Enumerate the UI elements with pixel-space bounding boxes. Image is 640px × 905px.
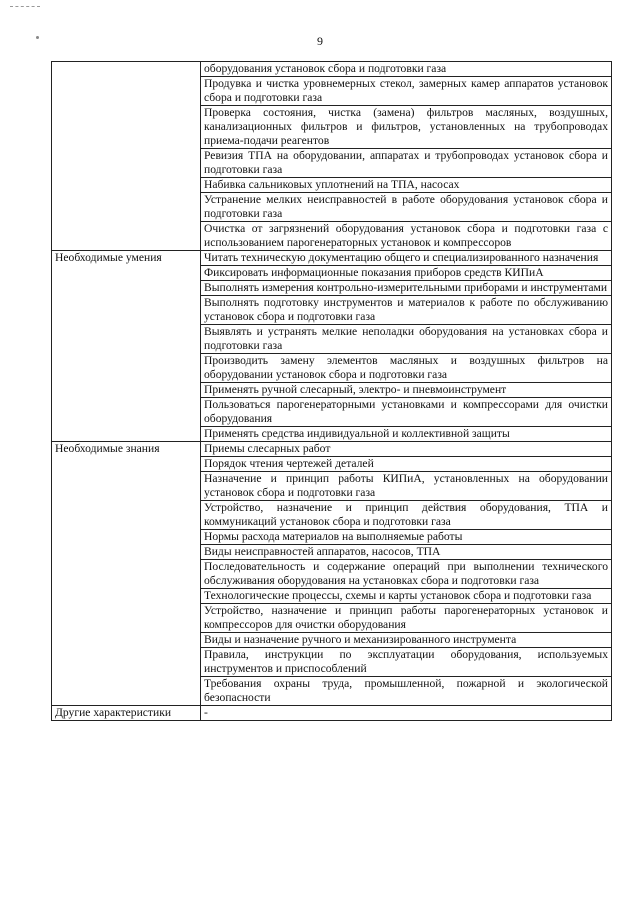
item-cell bbox=[201, 633, 612, 648]
table-row bbox=[52, 251, 612, 266]
item-cell bbox=[201, 648, 612, 677]
item-text: Применять средства индивидуальной и коллективной защиты bbox=[204, 427, 510, 440]
item-cell bbox=[201, 706, 612, 721]
item-cell bbox=[201, 677, 612, 706]
item-text: Правила, инструкции по эксплуатации оборудования, используемых инструментов и приспособлений bbox=[204, 648, 608, 675]
item-text: Последовательность и содержание операций при выполнении технического обслуживания оборудования на установках сбора и подготовки газа bbox=[204, 560, 608, 587]
item-cell bbox=[201, 383, 612, 398]
item-text: Пользоваться парогенераторными установками и компрессорами для очистки оборудования bbox=[204, 398, 608, 425]
page-number: 9 bbox=[317, 34, 323, 48]
item-text: Устранение мелких неисправностей в работе оборудования установок сбора и подготовки газа bbox=[204, 193, 608, 220]
category-cell: Необходимые умения bbox=[52, 251, 201, 442]
item-cell bbox=[201, 501, 612, 530]
item-text: Выявлять и устранять мелкие неполадки оборудования на установках сбора и подготовки газа bbox=[204, 325, 608, 352]
item-text: Применять ручной слесарный, электро- и пневмоинструмент bbox=[204, 383, 507, 396]
item-cell bbox=[201, 442, 612, 457]
category-cell: Необходимые знания bbox=[52, 442, 201, 706]
item-cell bbox=[201, 472, 612, 501]
item-text: Выполнять измерения контрольно-измерительными приборами и инструментами bbox=[204, 281, 608, 294]
item-text: Ревизия ТПА на оборудовании, аппаратах и трубопроводах установок сбора и подготовки газа bbox=[204, 149, 608, 176]
item-text: Фиксировать информационные показания приборов средств КИПиА bbox=[204, 266, 544, 279]
item-text: оборудования установок сбора и подготовки газа bbox=[204, 62, 447, 75]
item-cell bbox=[201, 193, 612, 222]
category-cell: Другие характеристики bbox=[52, 706, 201, 721]
item-cell bbox=[201, 281, 612, 296]
category-cell bbox=[52, 62, 201, 251]
qualification-table bbox=[51, 61, 612, 721]
table-row bbox=[52, 706, 612, 721]
item-text: Выполнять подготовку инструментов и материалов к работе по обслуживанию установок сбора и подготовки газа bbox=[204, 296, 608, 323]
table-row bbox=[52, 62, 612, 77]
item-text: Устройство, назначение и принцип действия оборудования, ТПА и коммуникаций установок сбора и подготовки газа bbox=[204, 501, 608, 528]
item-text: Порядок чтения чертежей деталей bbox=[204, 457, 374, 470]
item-cell bbox=[201, 149, 612, 178]
item-text: Очистка от загрязнений оборудования установок сбора и подготовки газа с использованием парогенераторных установок и компрессоров bbox=[204, 222, 608, 249]
item-text: Виды неисправностей аппаратов, насосов, ТПА bbox=[204, 545, 441, 558]
item-cell bbox=[201, 604, 612, 633]
item-text: Назначение и принцип работы КИПиА, установленных на оборудовании установок сбора и подготовки газа bbox=[204, 472, 608, 499]
item-text: Проверка состояния, чистка (замена) фильтров масляных, воздушных, канализационных фильтров и фильтров, установленных на трубопроводах приема-подачи реагентов bbox=[204, 106, 608, 147]
item-cell bbox=[201, 530, 612, 545]
item-cell bbox=[201, 251, 612, 266]
item-text: Набивка сальниковых уплотнений на ТПА, насосах bbox=[204, 178, 460, 191]
item-cell bbox=[201, 457, 612, 472]
item-cell bbox=[201, 266, 612, 281]
item-text: Технологические процессы, схемы и карты установок сбора и подготовки газа bbox=[204, 589, 592, 602]
item-cell bbox=[201, 398, 612, 427]
item-cell bbox=[201, 560, 612, 589]
item-text: Устройство, назначение и принцип работы парогенераторных установок и компрессоров для очистки оборудования bbox=[204, 604, 608, 631]
item-cell bbox=[201, 222, 612, 251]
item-text: Производить замену элементов масляных и воздушных фильтров на оборудовании установок сбора и подготовки газа bbox=[204, 354, 608, 381]
table-row bbox=[52, 442, 612, 457]
item-text: Нормы расхода материалов на выполняемые работы bbox=[204, 530, 463, 543]
item-cell bbox=[201, 589, 612, 604]
item-cell bbox=[201, 296, 612, 325]
item-text: Приемы слесарных работ bbox=[204, 442, 331, 455]
item-cell bbox=[201, 178, 612, 193]
item-text: Требования охраны труда, промышленной, пожарной и экологической безопасности bbox=[204, 677, 608, 704]
item-cell bbox=[201, 62, 612, 77]
item-cell bbox=[201, 354, 612, 383]
scan-mark bbox=[10, 6, 40, 7]
item-text: - bbox=[204, 706, 208, 719]
item-text: Продувка и чистка уровнемерных стекол, замерных камер аппаратов установок сбора и подготовки газа bbox=[204, 77, 608, 104]
item-cell bbox=[201, 545, 612, 560]
item-cell bbox=[201, 106, 612, 149]
item-cell bbox=[201, 77, 612, 106]
item-cell bbox=[201, 325, 612, 354]
item-cell bbox=[201, 427, 612, 442]
item-text: Читать техническую документацию общего и специализированного назначения bbox=[204, 251, 599, 264]
item-text: Виды и назначение ручного и механизированного инструмента bbox=[204, 633, 517, 646]
